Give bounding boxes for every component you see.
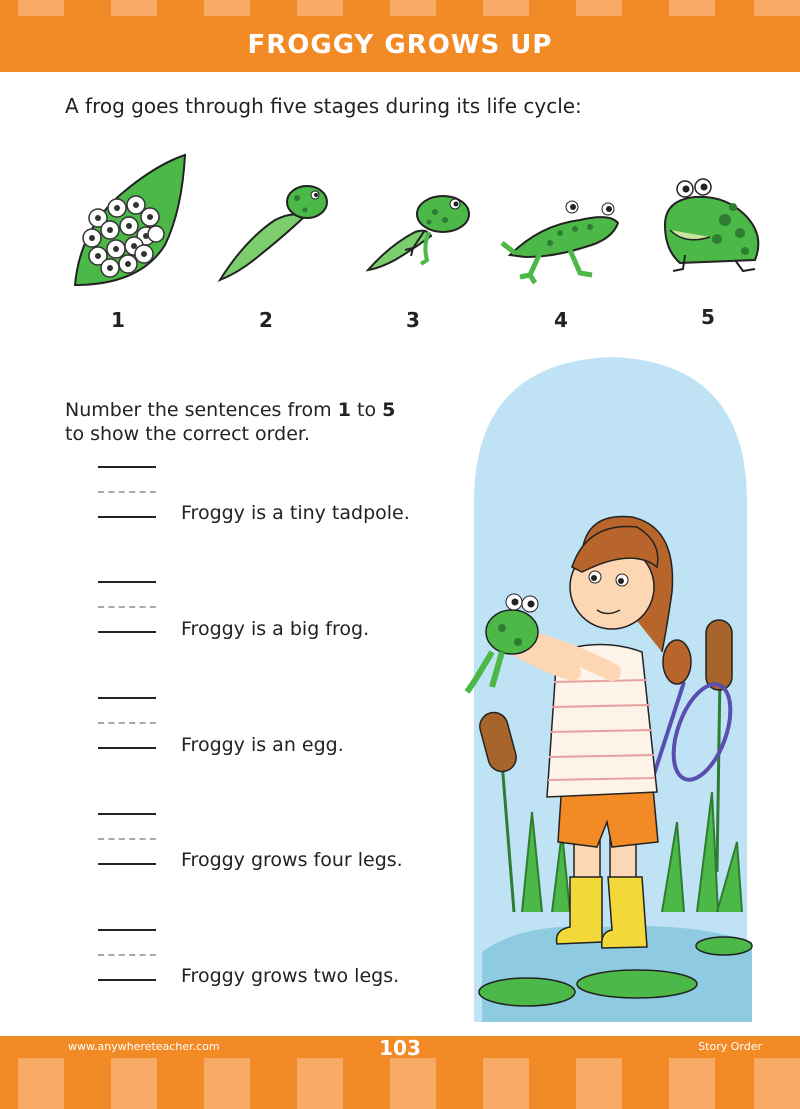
header-stripe — [204, 0, 250, 16]
answer-box[interactable] — [98, 697, 156, 749]
header-stripe — [18, 0, 64, 16]
instructions-text — [65, 398, 395, 446]
frog-eggs-icon — [70, 150, 190, 290]
writing-line-mid — [98, 838, 156, 840]
stage-number: 1 — [111, 308, 125, 332]
footer-stripe — [204, 1058, 250, 1109]
sentence-text: Froggy grows four legs. — [181, 849, 403, 871]
writing-line-mid — [98, 722, 156, 724]
instructions-line2: to show the correct order. — [65, 423, 311, 445]
header-stripe — [390, 0, 436, 16]
stage-number: 2 — [259, 308, 273, 332]
stage-number: 4 — [554, 308, 568, 332]
instructions-to: 5 — [382, 399, 396, 421]
girl-holding-frog-illustration — [462, 352, 762, 1030]
writing-line-mid — [98, 954, 156, 956]
footer-stripe — [111, 1058, 157, 1109]
adult-frog-icon — [655, 175, 770, 275]
footer-stripe — [18, 1058, 64, 1109]
stage-number: 3 — [406, 308, 420, 332]
header-stripe — [669, 0, 715, 16]
instructions-part2: to — [350, 399, 383, 421]
writing-line-mid — [98, 606, 156, 608]
writing-line-base — [98, 863, 156, 865]
header-stripe — [754, 0, 800, 16]
sentence-text: Froggy is a big frog. — [181, 618, 370, 640]
footer-stripe — [669, 1058, 715, 1109]
tadpole-with-legs-icon — [365, 190, 475, 275]
answer-box[interactable] — [98, 581, 156, 633]
footer-stripe — [297, 1058, 343, 1109]
answer-box[interactable] — [98, 929, 156, 981]
instructions-from: 1 — [337, 399, 351, 421]
stage-number: 5 — [701, 305, 715, 329]
sentence-text: Froggy grows two legs. — [181, 965, 400, 987]
sentence-text: Froggy is a tiny tadpole. — [181, 502, 410, 524]
writing-line-mid — [98, 491, 156, 493]
writing-line-base — [98, 516, 156, 518]
writing-line-base — [98, 979, 156, 981]
footer-stripe — [483, 1058, 529, 1109]
tadpole-icon — [215, 180, 330, 285]
writing-line-top — [98, 466, 156, 468]
header-stripe — [111, 0, 157, 16]
writing-line-top — [98, 697, 156, 699]
page-title: FROGGY GROWS UP — [247, 30, 553, 60]
young-frog-icon — [500, 195, 625, 285]
footer-url[interactable]: www.anywhereteacher.com — [68, 1040, 220, 1053]
writing-line-top — [98, 581, 156, 583]
page-number: 103 — [379, 1036, 421, 1060]
instructions-part1: Number the sentences from — [65, 399, 338, 421]
answer-box[interactable] — [98, 466, 156, 518]
writing-line-top — [98, 813, 156, 815]
answer-box[interactable] — [98, 813, 156, 865]
writing-line-top — [98, 929, 156, 931]
intro-text: A frog goes through five stages during its life cycle: — [65, 94, 582, 118]
header-stripe — [297, 0, 343, 16]
section-name: Story Order — [698, 1040, 762, 1053]
header-stripe — [483, 0, 529, 16]
header-stripe — [576, 0, 622, 16]
footer-stripe — [576, 1058, 622, 1109]
footer-stripe — [390, 1058, 436, 1109]
writing-line-base — [98, 747, 156, 749]
writing-line-base — [98, 631, 156, 633]
footer-stripe — [754, 1058, 800, 1109]
sentence-text: Froggy is an egg. — [181, 734, 344, 756]
